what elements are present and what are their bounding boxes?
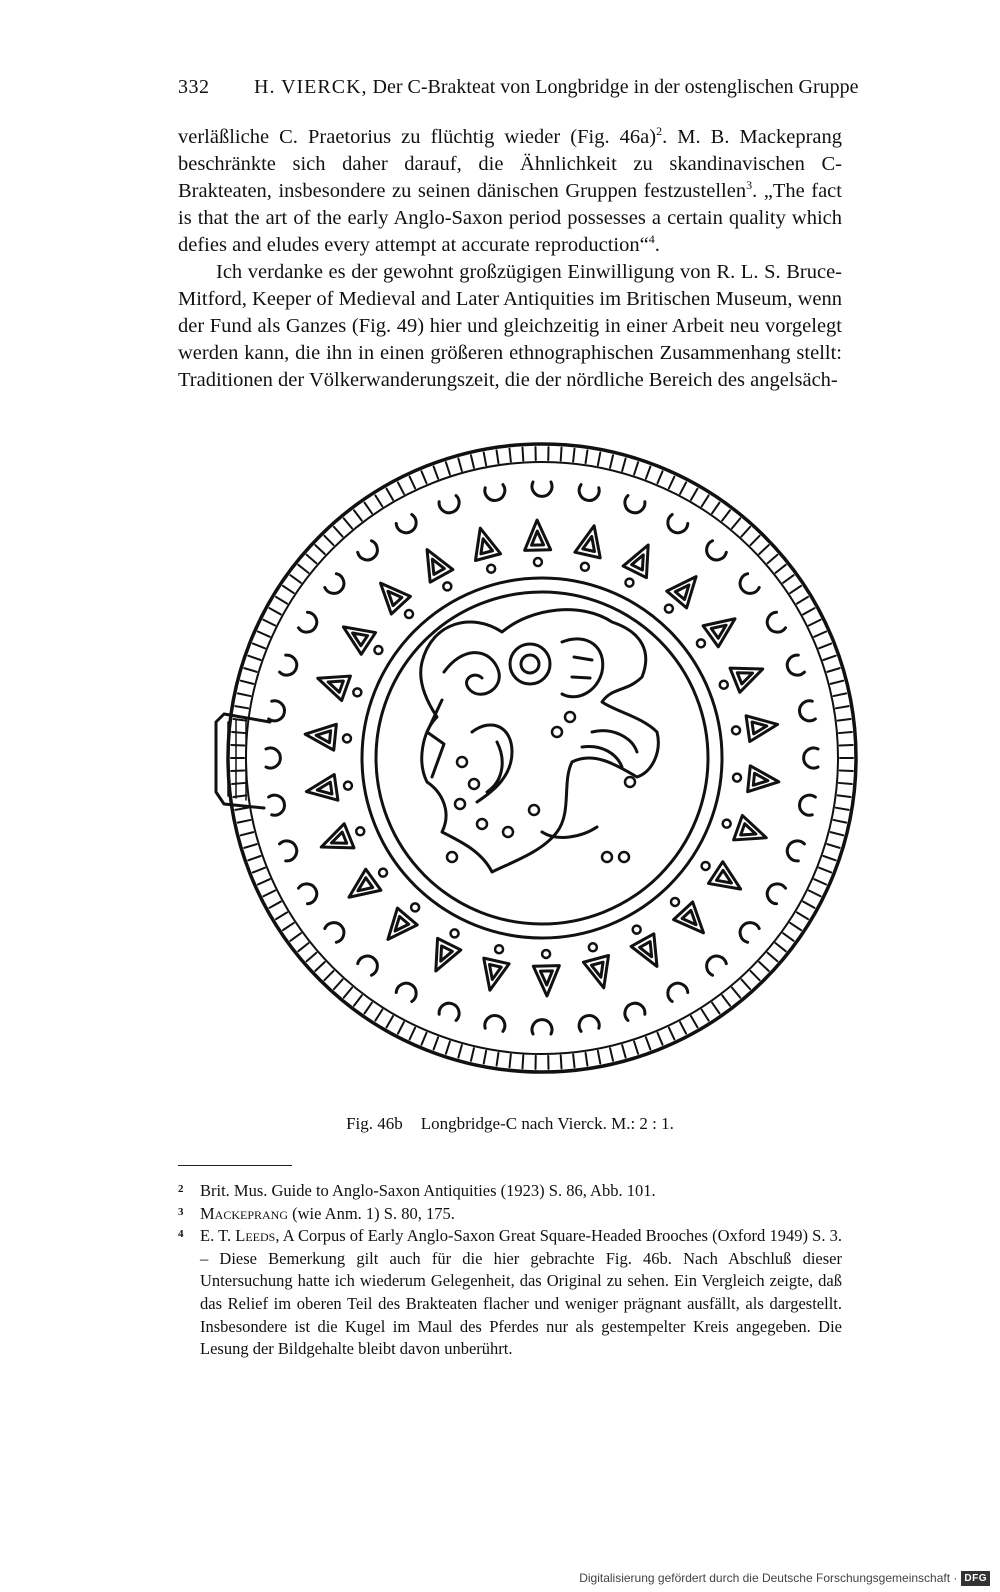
pellet-stamp — [457, 757, 467, 767]
paragraph-text: . — [654, 234, 660, 256]
rim-hatch — [759, 545, 768, 554]
stamp-circlet — [720, 681, 728, 689]
triangle-stamp — [533, 966, 560, 997]
rim-hatch — [610, 455, 613, 468]
rim-hatch — [790, 586, 801, 593]
c-stamp — [578, 484, 600, 502]
rim-hatch — [691, 489, 698, 500]
c-stamp — [484, 484, 506, 502]
rim-hatch — [509, 1054, 510, 1067]
rim-hatch — [421, 471, 426, 483]
pellet-stamp — [565, 712, 575, 722]
rim-hatch — [823, 656, 835, 660]
figure-caption-text: Longbridge-C nach Vierck. M.: 2 : 1. — [420, 1114, 674, 1133]
c-stamp — [357, 952, 382, 976]
rim-hatch — [231, 770, 244, 771]
rim-hatch — [768, 953, 778, 961]
rim-hatch — [324, 536, 333, 545]
rim-hatch — [783, 575, 794, 583]
footnote-author: Mackeprang — [200, 1203, 289, 1223]
rim-hatch — [831, 681, 844, 684]
rim-hatch — [691, 1016, 698, 1027]
rim-hatch — [598, 453, 600, 466]
triangle-stamp — [336, 616, 375, 654]
rim-hatch — [722, 995, 730, 1005]
rim-hatch — [783, 933, 794, 941]
rim-hatch — [344, 988, 352, 998]
triangle-stamp — [583, 956, 616, 992]
c-stamp — [664, 514, 689, 536]
footnote-prefix: E. T. — [200, 1226, 236, 1246]
rim-hatch — [307, 555, 317, 563]
c-stamp — [703, 540, 728, 564]
medallion-inner — [376, 592, 708, 924]
rim-hatch — [732, 518, 740, 528]
rim-hatch — [421, 1033, 426, 1045]
c-stamp — [266, 748, 280, 768]
medallion-outer — [362, 578, 722, 938]
body-text — [178, 124, 842, 394]
rim-hatch — [344, 518, 352, 528]
running-title — [254, 72, 859, 102]
c-stamp — [622, 1000, 646, 1020]
footnote-text: Brit. Mus. Guide to Anglo-Saxon Antiquities (1923) S. 86, Abb. 101. — [200, 1181, 656, 1200]
rim-hatch — [741, 527, 750, 537]
footnote-mark: 2 — [178, 1183, 184, 1195]
triangle-stamp — [468, 525, 501, 561]
stamp-circlet — [732, 726, 740, 734]
rim-hatch — [238, 693, 251, 696]
stamp-circlet — [633, 926, 641, 934]
dfg-logo: DFG — [961, 1571, 990, 1586]
figure-caption — [178, 1112, 842, 1136]
rim-hatch — [836, 706, 849, 708]
stamp-circlet — [671, 898, 679, 906]
rim-hatch — [410, 477, 416, 489]
bracteate-drawing — [212, 432, 872, 1086]
rim-hatch — [283, 923, 294, 930]
rim-hatch — [839, 732, 852, 733]
rim-hatch — [238, 820, 251, 823]
rim-hatch — [375, 1010, 382, 1021]
rim-hatch — [471, 455, 474, 468]
paragraph-text: verläßliche C. Praetorius zu flüchtig wieder (Fig. 46a) — [178, 126, 657, 148]
c-stamp — [324, 573, 348, 598]
footnote-text: , A Corpus of Early Anglo-Saxon Great Square-Headed Brooches (Oxford 1949) S. 3. – Diese Bemerkung gilt auch für die hier gebrachte Fig. 46b. Nach Abschluß dieser Untersuchung hatte ich wiederum Gelegenheit, das Original zu sehen. Ein Vergleich zeigte, daß das Relief im oberen Teil des Brakteaten flacher und weniger prägnant ausfällt, als dargestellt. Insbesondere ist die Kugel im Maul des Pferdes nur als gestempelter Kreis angegeben. Die Lesung der Bildgehalte bleibt davon unberührt. — [200, 1226, 842, 1359]
rim-hatch — [598, 1051, 600, 1064]
paragraph-continued — [178, 124, 842, 259]
stamp-circlet — [534, 558, 542, 566]
c-stamp — [532, 1020, 552, 1034]
rim-hatch — [398, 482, 404, 494]
c-stamp — [736, 573, 760, 598]
footnote-ref-3[interactable]: 3 — [746, 178, 753, 193]
rim-hatch — [244, 844, 256, 848]
head-eye-outer — [510, 644, 550, 684]
rim-hatch — [248, 656, 260, 660]
rim-hatch — [833, 693, 846, 696]
rim-hatch — [410, 1028, 416, 1040]
rim-hatch — [819, 868, 831, 873]
rim-hatch — [434, 467, 439, 479]
rim-hatch — [315, 545, 324, 554]
c-stamp — [438, 1000, 462, 1020]
triangle-stamp — [674, 902, 713, 942]
triangle-stamp — [304, 721, 336, 750]
rim-hatch — [702, 1010, 709, 1021]
rim-hatch — [484, 453, 486, 466]
rim-hatch — [458, 1045, 461, 1058]
footnote-ref-2[interactable]: 2 — [656, 124, 663, 139]
rim-hatch — [750, 971, 759, 980]
pellet-stamp — [455, 799, 465, 809]
rim-hatch — [790, 923, 801, 930]
c-stamp — [279, 654, 299, 678]
rim-hatch — [354, 510, 362, 520]
rim-hatch — [669, 1028, 675, 1040]
rim-hatch — [235, 706, 248, 708]
rim-hatch — [712, 1003, 719, 1014]
rim-hatch — [290, 575, 301, 583]
pellet-stamp — [469, 779, 479, 789]
rim-hatch — [680, 482, 686, 494]
rim-hatch — [232, 732, 245, 733]
rim-hatch — [258, 632, 270, 637]
rim-hatch — [298, 943, 308, 951]
c-stamp — [357, 540, 382, 564]
spiral-motif — [444, 653, 499, 695]
c-stamp — [395, 514, 419, 536]
paragraph-second: Ich verdanke es der gewohnt großzügigen Einwilligung von R. L. S. Bruce-Mitford, Keeper of Medieval and Later Antiquities im Britischen Museum, wenn der Fund als Ganzes (Fig. 49) hier und gleichzeitig in einer Arbeit neu vorgelegt werden kann, die ihn in einen größeren ethnographischen Zusammenhang stellt: Traditionen der Völkerwanderungszeit, die der nördliche Bereich des angelsäch- — [178, 261, 842, 391]
triangle-stamp — [341, 869, 381, 908]
c-stamp — [664, 980, 689, 1002]
rim-hatch — [387, 489, 394, 500]
rim-hatch — [561, 448, 562, 461]
rim-hatch — [833, 820, 846, 823]
stamp-circlet — [451, 929, 459, 937]
rim-hatch — [797, 597, 808, 604]
c-stamp — [395, 980, 419, 1002]
rim-hatch — [263, 891, 275, 897]
c-stamp — [622, 495, 646, 515]
c-stamp — [764, 611, 786, 636]
stamp-circlet — [702, 862, 710, 870]
suspension-loop — [216, 714, 270, 808]
pellet-stamp — [529, 805, 539, 815]
pellet-stamp — [602, 852, 612, 862]
stamp-circlet — [356, 827, 364, 835]
stamp-circlet — [487, 565, 495, 573]
rim-hatch — [283, 586, 294, 593]
rim-hatch — [646, 467, 651, 479]
stamp-circlet — [443, 582, 451, 590]
rim-hatch — [827, 668, 839, 672]
triangle-stamp — [703, 608, 743, 647]
triangle-stamp — [378, 908, 417, 948]
pellet-stamp — [619, 852, 629, 862]
footnote-text: (wie Anm. 1) S. 80, 175. — [288, 1203, 455, 1223]
rim-hatch — [586, 1053, 588, 1066]
rim-hatch — [809, 891, 821, 897]
rim-hatch — [814, 632, 826, 637]
c-stamp — [578, 1014, 600, 1032]
rim-hatch — [836, 808, 849, 810]
rim-hatch — [248, 856, 260, 860]
c-stamp — [804, 748, 818, 768]
footnote-mark: 3 — [178, 1205, 184, 1218]
rim-hatch — [276, 597, 287, 604]
stamp-circlet — [353, 688, 361, 696]
horse-neck — [472, 725, 512, 802]
c-stamp — [438, 495, 462, 515]
rim-hatch — [646, 1037, 651, 1049]
figure-label: Fig. 46b — [346, 1114, 403, 1133]
stamp-circlet — [723, 820, 731, 828]
pellet-stamp — [503, 827, 513, 837]
rim-hatch — [680, 1022, 686, 1034]
rim-hatch — [838, 719, 851, 721]
stamp-circlet — [411, 903, 419, 911]
rim-hatch — [776, 943, 786, 951]
triangle-stamp — [305, 774, 338, 804]
rim-hatch — [497, 450, 499, 463]
rim-hatch — [712, 503, 719, 514]
rim-hatch — [375, 495, 382, 506]
triangle-stamp — [313, 666, 350, 701]
rim-hatch — [814, 879, 826, 884]
stamp-circlet — [665, 605, 673, 613]
rim-hatch — [253, 644, 265, 649]
stamp-circlet — [344, 782, 352, 790]
rim-hatch — [573, 1054, 574, 1067]
page-number: 332 — [178, 76, 210, 98]
bracteate-figure — [212, 432, 872, 1086]
c-stamp — [298, 611, 320, 636]
horse-body — [421, 610, 659, 872]
rim-hatch — [484, 1051, 486, 1064]
rim-hatch — [803, 608, 814, 614]
stamp-circlet — [625, 579, 633, 587]
rim-hatch — [458, 458, 461, 471]
rim-hatch — [298, 565, 308, 573]
footnote-divider — [178, 1165, 292, 1166]
rim-hatch — [365, 503, 372, 514]
stamp-circlet — [374, 646, 382, 654]
rim-hatch — [290, 933, 301, 941]
pellet-stamp — [477, 819, 487, 829]
footnote-4 — [178, 1225, 842, 1361]
triangle-stamp — [748, 766, 780, 795]
stamp-circlet — [379, 869, 387, 877]
rim-hatch — [354, 995, 362, 1005]
rim-hatch — [573, 449, 574, 462]
c-stamp — [784, 838, 804, 862]
rim-hatch — [840, 745, 853, 746]
rim-hatch — [750, 536, 759, 545]
triangle-stamp — [631, 934, 668, 973]
rim-hatch — [258, 879, 270, 884]
c-stamp — [798, 700, 816, 722]
c-stamp — [736, 919, 760, 944]
c-stamp — [703, 952, 728, 976]
rim-hatch — [398, 1022, 404, 1034]
rim-hatch — [334, 527, 343, 537]
triangle-stamp — [667, 568, 706, 608]
rim-hatch — [776, 565, 786, 573]
rim-hatch — [244, 668, 256, 672]
pellet-stamp — [447, 852, 457, 862]
digitization-text: Digitalisierung gefördert durch die Deutsche Forschungsgemeinschaft · — [579, 1571, 958, 1585]
rim-hatch — [768, 555, 778, 563]
rim-hatch — [253, 868, 265, 873]
rim-hatch — [622, 1045, 625, 1058]
rim-hatch — [803, 902, 814, 908]
header-title: Der C-Brakteat von Longbridge in der ostenglischen Gruppe — [372, 76, 859, 98]
footnote-mark: 4 — [178, 1228, 184, 1241]
rim-hatch — [324, 971, 333, 980]
c-stamp — [268, 700, 286, 722]
rim-hatch — [446, 1041, 450, 1053]
c-stamp — [298, 880, 320, 905]
triangle-stamp — [524, 520, 551, 551]
paragraph-text: . „The fact is that the art of the early Anglo-Saxon period possesses a certain quality which defies and eludes every attempt at accurate reproduction“ — [178, 180, 842, 256]
rim-hatch — [561, 1055, 562, 1068]
triangle-stamp — [477, 958, 509, 993]
rim-hatch — [446, 462, 450, 474]
human-head — [562, 639, 603, 697]
header-author: H. VIERCK, — [254, 76, 368, 98]
rim-hatch — [839, 783, 852, 784]
rim-hatch — [434, 1037, 439, 1049]
rim-hatch — [509, 449, 510, 462]
rim-hatch — [269, 608, 280, 614]
running-header — [178, 72, 859, 102]
footnote-3 — [178, 1203, 842, 1226]
rim-hatch — [827, 844, 839, 848]
rim-hatch — [522, 448, 523, 461]
c-stamp — [484, 1014, 506, 1032]
rim-hatch — [657, 471, 662, 483]
stamp-circlet — [581, 563, 589, 571]
rim-hatch — [823, 856, 835, 860]
rim-hatch — [276, 912, 287, 919]
triangle-stamp — [416, 543, 453, 582]
rim-hatch — [334, 979, 343, 989]
rim-hatch — [241, 832, 254, 835]
rim-hatch — [669, 477, 675, 489]
rim-hatch — [231, 745, 244, 746]
rim-hatch — [315, 962, 324, 971]
rim-hatch — [235, 808, 248, 810]
triangle-stamp — [730, 657, 768, 692]
stamp-circlet — [495, 945, 503, 953]
rim-hatch — [307, 953, 317, 961]
rim-hatch — [809, 620, 821, 626]
triangle-stamp — [623, 539, 660, 577]
c-stamp — [784, 654, 804, 678]
rim-hatch — [838, 795, 851, 797]
stamp-circlet — [343, 734, 351, 742]
footnote-ref-4[interactable]: 4 — [648, 232, 655, 247]
rim-hatch — [387, 1016, 394, 1027]
rim-hatch — [610, 1048, 613, 1061]
c-stamp — [798, 794, 816, 816]
pellet-stamp — [552, 727, 562, 737]
triangle-stamp — [746, 712, 779, 742]
c-stamp — [324, 919, 348, 944]
rim-hatch — [759, 962, 768, 971]
rim-hatch — [819, 644, 831, 649]
rim-hatch — [657, 1033, 662, 1045]
stamp-circlet — [405, 610, 413, 618]
pellet-stamp — [625, 777, 635, 787]
footnote-author: Leeds — [235, 1226, 276, 1246]
rim-hatch — [702, 495, 709, 506]
footnote-2 — [178, 1180, 842, 1203]
triangle-stamp — [734, 815, 771, 850]
rim-hatch — [497, 1053, 499, 1066]
rim-hatch — [471, 1048, 474, 1061]
rim-hatch — [522, 1055, 523, 1068]
rim-hatch — [232, 783, 245, 784]
triangle-stamp — [316, 824, 354, 859]
rim-hatch — [831, 832, 844, 835]
stamp-circlet — [697, 639, 705, 647]
c-stamp — [532, 482, 552, 496]
stamp-circlet — [542, 950, 550, 958]
triangle-stamp — [575, 523, 607, 558]
triangle-stamp — [371, 574, 410, 614]
rim-hatch — [269, 902, 280, 908]
rim-hatch — [634, 462, 638, 474]
head-eye-inner — [521, 655, 539, 673]
triangle-stamp — [708, 862, 747, 900]
rim-hatch — [622, 458, 625, 471]
rim-hatch — [586, 450, 588, 463]
c-stamp — [764, 880, 786, 905]
rim-hatch — [365, 1003, 372, 1014]
rim-hatch — [241, 681, 254, 684]
rim-hatch — [263, 620, 275, 626]
triangle-stamp — [424, 938, 461, 976]
digitization-credit — [579, 1568, 990, 1588]
stamp-circlet — [733, 774, 741, 782]
stamp-circlet — [589, 943, 597, 951]
rim-hatch — [797, 912, 808, 919]
rim-hatch — [840, 770, 853, 771]
rim-hatch — [732, 988, 740, 998]
rim-hatch — [722, 510, 730, 520]
paragraph-text: . M. B. Mackeprang beschränkte sich daher darauf, die Ähnlichkeit zu skandinavischen C-Brakteaten, insbesondere zu seinen dänischen Gruppen festzustellen — [178, 126, 842, 202]
rim-hatch — [741, 979, 750, 989]
rim-hatch — [634, 1041, 638, 1053]
footnotes — [178, 1180, 842, 1361]
c-stamp — [268, 794, 286, 816]
c-stamp — [279, 838, 299, 862]
